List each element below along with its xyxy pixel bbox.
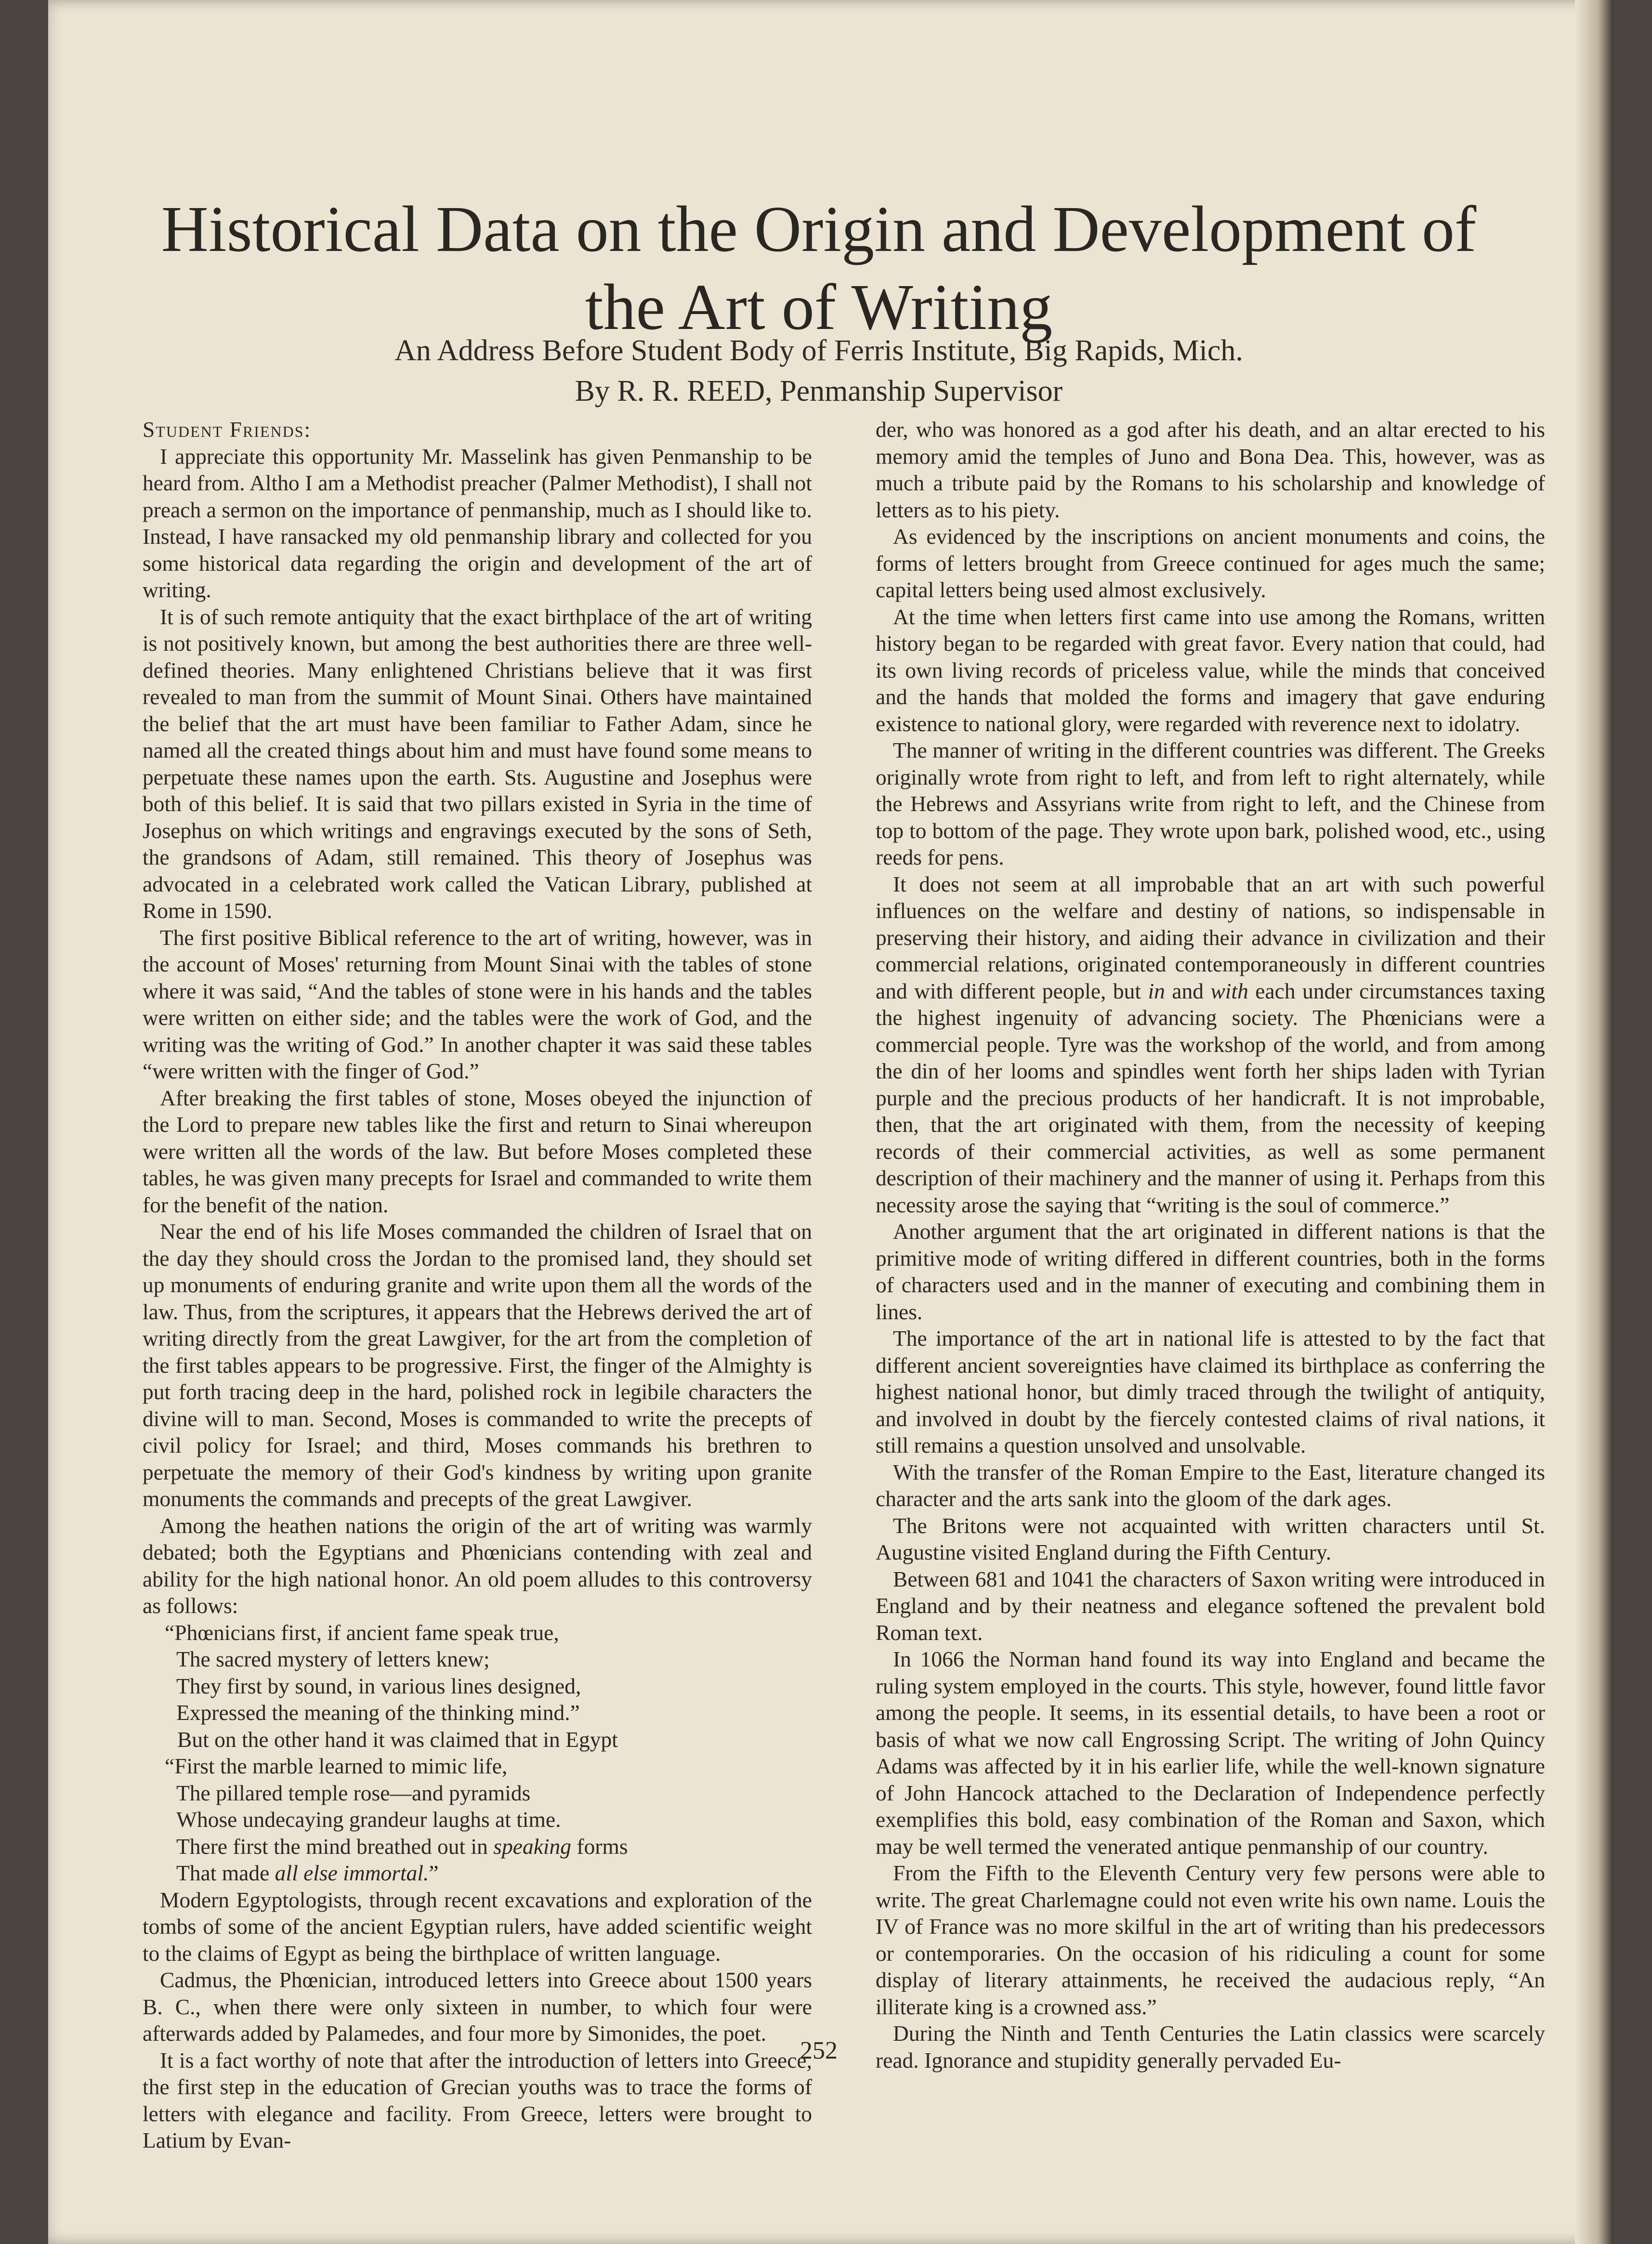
paragraph: The importance of the art in national life is attested to by the fact that different ancient sovereignties have claimed its birthplace as conferring the highest national honor, but dimly traced through the twilight of antiquity, and involved in doubt by the fiercely contested claims of rival nations, it still remains a question unsolved and unsolvable. xyxy=(876,1326,1545,1457)
poem-line-text: There first the mind breathed out in xyxy=(176,1834,488,1859)
paragraph: After breaking the first tables of stone, Moses obeyed the injunction of the Lord to prepare new tables like the first and return to Sinai whereupon were written all the words of the law. But before Moses completed these tables, he was given many precepts for Israel and commanded to write them for the benefit of the nation. xyxy=(143,1085,812,1217)
paragraph-text: each under circumstances taxing the highest ingenuity of advancing society. The Phœnicians were a commercial people. Tyre was the workshop of the world, and from among the din of her looms and spindles went forth her ships laden with Tyrian purple and the precious products of her handicraft. It is not improbable, then, that the art originated with them, from the necessity of keeping records of their commercial activities, as well as some permanent description of their machinery and the manner of using it. Perhaps from this necessity arose the saying that “writing is the soul of commerce.” xyxy=(876,978,1546,1217)
poem-italic: speaking xyxy=(493,1834,572,1859)
paragraph: Among the heathen nations the origin of the art of writing was warmly debated; both the Egyptians and Phœnicians contending with zeal and ability for the high national honor. An old poem alludes to this controversy as follows: xyxy=(143,1513,812,1618)
paragraph: der, who was honored as a god after his death, and an altar erected to his memory amid the temples of Juno and Bona Dea. This, however, was as much a tribute paid by the Romans to his scholarship and knowledge of letters as to his piety. xyxy=(876,417,1545,522)
article-byline: By R. R. REED, Penmanship Supervisor xyxy=(575,375,1063,407)
poem-line: They first by sound, in various lines designed, xyxy=(176,1673,581,1698)
poem-line: Expressed the meaning of the thinking mind.” xyxy=(176,1700,580,1725)
paragraph: Modern Egyptologists, through recent excavations and exploration of the tombs of some of the ancient Egyptian rulers, have added scientific weight to the claims of Egypt as being the birthplace of written language. xyxy=(143,1887,812,1966)
paragraph: The first positive Biblical reference to the art of writing, however, was in the account of Moses' returning from Mount Sinai with the tables of stone where it was said, “And the tables of stone were in his hands and the tables were written on either side; and the tables were the work of God, and the writing was the writing of God.” In another chapter it was said these tables “were written with the finger of God.” xyxy=(143,925,812,1083)
left-column xyxy=(143,416,812,2152)
paragraph: Cadmus, the Phœnician, introduced letters into Greece about 1500 years B. C., when there were only sixteen in number, to which four were afterwards added by Palamedes, and four more by Simonides, the poet. xyxy=(143,1968,812,2046)
poem-phoenicians xyxy=(143,1619,812,1726)
title-line-1: Historical Data on the Origin and Development of xyxy=(161,193,1477,265)
paragraph: I appreciate this opportunity Mr. Masselink has given Penmanship to be heard from. Altho I am a Methodist preacher (Palmer Methodist), I shall not preach a sermon on the importance of penmanship, much as I should like to. Instead, I have ransacked my old penmanship library and collected for you some historical data regarding the origin and development of the art of writing. xyxy=(143,444,812,602)
right-column xyxy=(876,416,1546,2073)
page-gutter xyxy=(1575,0,1613,2244)
article-title xyxy=(144,190,1493,346)
poem-line: “Phœnicians first, if ancient fame speak true, xyxy=(165,1620,559,1645)
italic-word: with xyxy=(1210,978,1248,1003)
paragraph-text: and xyxy=(1172,978,1204,1003)
poem-egypt xyxy=(143,1753,812,1887)
paragraph: During the Ninth and Tenth Centuries the Latin classics were scarcely read. Ignorance and stupidity generally pervaded Eu- xyxy=(876,2021,1545,2073)
poem-line: The sacred mystery of letters knew; xyxy=(176,1647,490,1671)
poem-line: “First the marble learned to mimic life, xyxy=(165,1754,508,1778)
paragraph: From the Fifth to the Eleventh Century very few persons were able to write. The great Charlemagne could not even write his own name. Louis the IV of France was no more skilful in the art of writing than his predecessors or contemporaries. On the occasion of his ridiculing a count for some display of literary attainments, he received the audacious reply, “An illiterate king is a crowned ass.” xyxy=(876,1861,1545,2019)
paragraph: At the time when letters first came into use among the Romans, written history began to be regarded with great favor. Every nation that could, had its own living records of priceless value, while the minds that conceived and the hands that molded the forms and imagery that gave enduring existence to national glory, were regarded with reverence next to idolatry. xyxy=(876,604,1545,736)
paragraph: Another argument that the art originated in different nations is that the primitive mode of writing differed in different countries, both in the forms of characters used and in the manner of executing and combining them in lines. xyxy=(876,1219,1545,1324)
poem-line-text: forms xyxy=(577,1834,628,1859)
paragraph: In 1066 the Norman hand found its way into England and became the ruling system employed in the courts. This style, however, found little favor among the people. It seems, in its essential details, to have been a root or basis of what we now call Engrossing Script. The writing of John Quincy Adams was affected by it in his earlier life, while the well-known signature of John Hancock attached to the Declaration of Independence perfectly exemplifies this bold, easy combination of the Roman and Saxon, which may be well termed the venerated antique penmanship of our country. xyxy=(876,1647,1545,1859)
poem-line: Whose undecaying grandeur laughs at time. xyxy=(176,1807,561,1832)
paragraph: As evidenced by the inscriptions on ancient monuments and coins, the forms of letters brought from Greece continued for ages much the same; capital letters being used almost exclusively. xyxy=(876,524,1545,602)
salutation: Student Friends: xyxy=(143,417,312,442)
poem-line: The pillared temple rose—and pyramids xyxy=(176,1780,531,1805)
paragraph xyxy=(876,871,1545,1219)
paragraph: It is of such remote antiquity that the exact birthplace of the art of writing is not positively known, but among the best authorities there are three well-defined theories. Many enlightened Christians believe that it was first revealed to man from the summit of Mount Sinai. Others have maintained the belief that the art must have been familiar to Father Adam, since he named all the created things about him and must have found some means to perpetuate these names upon the earth. Sts. Augustine and Josephus were both of this belief. It is said that two pillars existed in Syria in the time of Josephus on which writings and engravings executed by the sons of Seth, the grandsons of Adam, still remained. This theory of Josephus was advocated in a celebrated work called the Vatican Library, published at Rome in 1590. xyxy=(143,604,812,923)
paragraph: It is a fact worthy of note that after the introduction of letters into Greece, the first step in the education of Grecian youths was to trace the forms of letters with elegance and facility. From Greece, letters were brought to Latium by Evan- xyxy=(143,2047,812,2152)
poem-line xyxy=(176,1833,812,1860)
poem-line-text: ” xyxy=(429,1861,439,1885)
paragraph: Between 681 and 1041 the characters of Saxon writing were introduced in England and by their neatness and elegance softened the prevalent bold Roman text. xyxy=(876,1566,1545,1645)
poem-line-text: That made xyxy=(176,1861,270,1885)
poem-line xyxy=(176,1860,812,1887)
italic-word: in xyxy=(1148,978,1165,1003)
page-number: 252 xyxy=(800,2037,838,2064)
paragraph-text: It does not seem at all improbable that an art with such powerful influences on the welfare and destiny of nations, so indispensable in preserving their history, and aiding their advance in civilization and their commercial relations, originated contemporaneously in different countries and with different people, but xyxy=(876,871,1545,1003)
article-subtitle: An Address Before Student Body of Ferris Institute, Big Rapids, Mich. xyxy=(394,334,1243,367)
poem-intro: But on the other hand it was claimed that in Egypt xyxy=(177,1727,618,1752)
title-line-2: the Art of Writing xyxy=(585,271,1053,343)
paragraph: Near the end of his life Moses commanded the children of Israel that on the day they should cross the Jordan to the promised land, they should set up monuments of enduring granite and write upon them all the words of the law. Thus, from the scriptures, it appears that the Hebrews derived the art of writing directly from the great Lawgiver, for the art from the completion of the first tables appears to be progressive. First, the finger of the Almighty is put forth tracing deep in the hard, polished rock in legibile characters the divine will to man. Second, Moses is commanded to write the precepts of civil policy for Israel; and third, Moses commands his brethren to perpetuate the memory of their God's kindness by writing upon granite monuments the commands and precepts of the great Lawgiver. xyxy=(143,1219,812,1511)
paragraph: The manner of writing in the different countries was different. The Greeks originally wrote from right to left, and from left to right alternately, while the Hebrews and Assyrians write from right to left, and the Chinese from top to bottom of the page. They wrote upon bark, polished wood, etc., using reeds for pens. xyxy=(876,738,1545,869)
paragraph: The Britons were not acquainted with written characters until St. Augustine visited England during the Fifth Century. xyxy=(876,1513,1545,1564)
paragraph: With the transfer of the Roman Empire to the East, literature changed its character and the arts sank into the gloom of the dark ages. xyxy=(876,1459,1545,1511)
poem-italic: all else immortal. xyxy=(275,1861,429,1885)
